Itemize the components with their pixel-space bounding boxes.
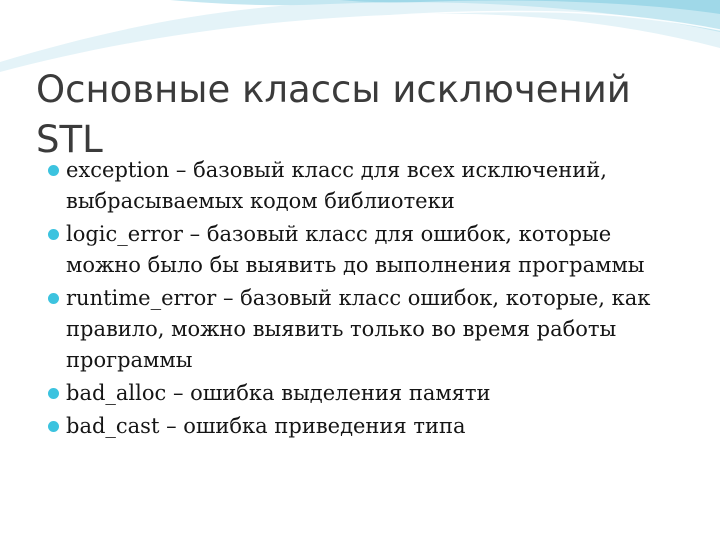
bullet-item-runtime-error	[48, 283, 688, 376]
bullet-text: runtime_error – базовый класс ошибок, которые, как правило, можно выявить только во время работы программы	[66, 286, 651, 372]
bullet-text: bad_alloc – ошибка выделения памяти	[66, 381, 491, 405]
bullet-dot-icon	[48, 421, 59, 432]
bullet-text: bad_cast – ошибка приведения типа	[66, 414, 466, 438]
bullet-dot-icon	[48, 229, 59, 240]
bullet-dot-icon	[48, 293, 59, 304]
bullet-item-exception	[48, 155, 688, 217]
bullet-dot-icon	[48, 165, 59, 176]
bullet-text: logic_error – базовый класс для ошибок, которые можно было бы выявить до выполнения программы	[66, 222, 645, 277]
bullet-item-logic-error	[48, 219, 688, 281]
bullet-list	[48, 155, 688, 444]
bullet-dot-icon	[48, 388, 59, 399]
bullet-item-bad-alloc	[48, 378, 688, 409]
bullet-text: exception – базовый класс для всех исключений, выбрасываемых кодом библиотеки	[66, 158, 607, 213]
bullet-item-bad-cast	[48, 411, 688, 442]
slide-title: Основные классы исключений STL	[36, 67, 631, 161]
